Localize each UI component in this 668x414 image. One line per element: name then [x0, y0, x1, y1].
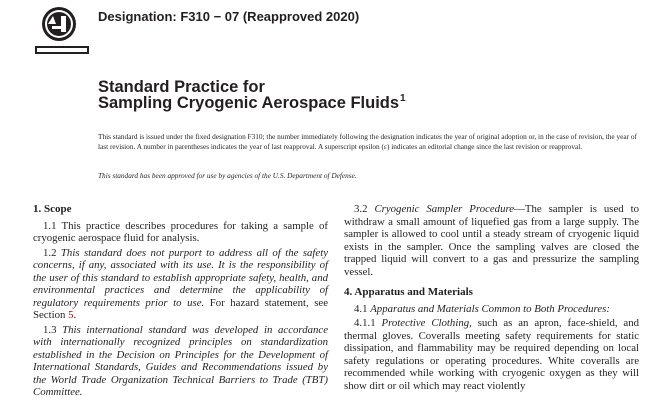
title-text: Sampling Cryogenic Aerospace Fluids [98, 94, 400, 112]
p12-end: . [73, 309, 77, 321]
paragraph-1-2 [33, 247, 328, 322]
p13-number: 1.3 [43, 323, 63, 336]
designation: Designation: F310 − 07 (Reapproved 2020) [98, 9, 360, 24]
section-heading-apparatus: 4. Apparatus and Materials [344, 286, 473, 298]
paragraph-1-3 [33, 324, 328, 399]
p41-number: 4.1 [354, 302, 371, 315]
right-column [344, 203, 639, 394]
p411-rest: such as an apron, face-shield, and thermal gloves. Coveralls meeting safety requirements for static dissipation, and flammability may be required depending on local safety regulations or operating procedures. White coveralls are recommended while working with cryogenic oxygen as they will show dirt or oil which may react violently [344, 317, 640, 392]
paragraph-4-1 [344, 303, 639, 316]
title-footnote-mark[interactable]: 1 [400, 93, 406, 104]
section-5-link[interactable]: 5 [68, 309, 74, 321]
paragraph-1-1: 1.1 This practice describes procedures for taking a sample of cryogenic aerospace fluid for analysis. [33, 219, 328, 244]
p12-italic: This standard does not purport to address all of the safety concerns, if any, associated with its use. It is the responsibility of the user of this standard to establish appropriate safety, health, and environmental practices and determine the applicability of regulatory requirements prior to use. [33, 246, 329, 309]
section-heading-scope: 1. Scope [33, 203, 72, 215]
title-line-1: Standard Practice for [98, 78, 265, 96]
left-column [33, 203, 328, 401]
p32-italic: Cryogenic Sampler Procedure [374, 203, 515, 215]
p41-italic: Apparatus and Materials Common to Both Procedures: [370, 302, 610, 315]
issued-note: This standard is issued under the fixed designation F310; the number immediately following the designation indicates the year of original adoption or, in the case of revision, the year of last revision. A number in parentheses indicates the year of last reapproval. A superscript epsilon (ε) indicates an editorial change since the last revision or reapproval. [98, 132, 637, 151]
title-line-2 [98, 93, 406, 113]
paragraph-3-2 [344, 203, 639, 278]
p13-italic: This international standard was developed in accordance with internationally recognized principles on standardization established in the Decision on Principles for the Development of International Standards, Guides and Recommendations issued by the World Trade Organization Technical Barriers to Trade (TBT) Committee. [33, 323, 328, 398]
astm-logo [35, 4, 89, 56]
paragraph-4-1-1 [344, 317, 639, 392]
p32-rest: —The sampler is used to withdraw a small amount of liquefied gas from a large supply. The sampler is allowed to cool until a steady stream of cryogenic liquid exists in the sampler. Once the sampling valves are closed the trapped liquid will convert to a gas and pressurize the sampling vessel. [344, 203, 639, 278]
p12-tail: For hazard statement, see Section [33, 296, 328, 321]
approved-note: This standard has been approved for use by agencies of the U.S. Department of Defense. [98, 171, 357, 180]
p411-number: 4.1.1 [354, 317, 382, 329]
p411-italic: Protective Clothing, [381, 317, 472, 329]
p32-number: 3.2 [354, 203, 375, 215]
p12-number: 1.2 [43, 246, 61, 259]
